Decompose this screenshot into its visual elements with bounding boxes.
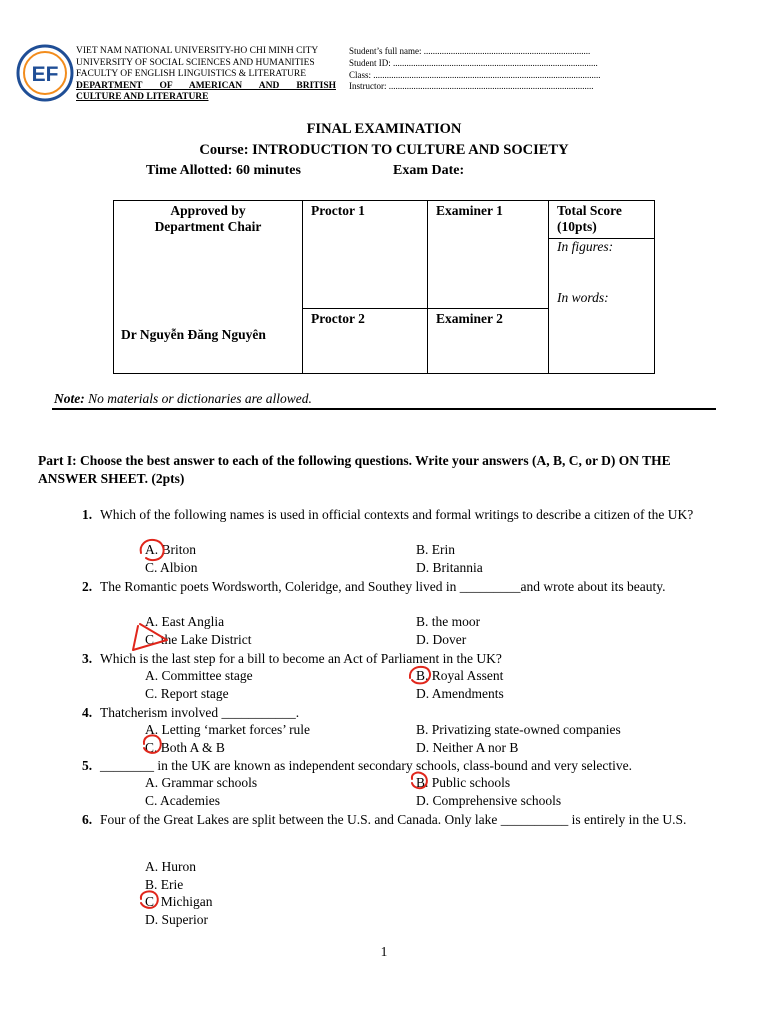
question-number: 2. (82, 579, 93, 594)
signature-table (113, 200, 655, 374)
total-score-cell (549, 201, 655, 374)
note-label: Note: (54, 391, 85, 406)
question-number: 6. (82, 812, 93, 827)
department-line: DEPARTMENT OF AMERICAN AND BRITISH (76, 80, 336, 91)
examiner2-cell: Examiner 2 (428, 309, 549, 374)
institution-block (76, 46, 336, 104)
chair-name: Dr Nguyễn Đăng Nguyên (121, 327, 266, 342)
question-6-text: Four of the Great Lakes are split between the U.S. and Canada. Only lake __________ is entirely in the U.S. (100, 812, 687, 827)
institution-line: VIET NAM NATIONAL UNIVERSITY-HO CHI MINH CITY (76, 46, 319, 56)
question-5-text: ________ in the UK are known as independent secondary schools, class-bound and very selective. (100, 758, 632, 773)
class-field: Class: ..................................................................................................... (349, 69, 601, 80)
option-c: C. Academies (145, 793, 220, 808)
option-b: B. Privatizing state-owned companies (416, 722, 621, 737)
question-number: 1. (82, 507, 93, 522)
note (54, 391, 312, 407)
option-d: D. Britannia (416, 560, 483, 575)
question-3-text: Which is the last step for a bill to become an Act of Parliament in the UK? (100, 651, 502, 666)
exam-title: FINAL EXAMINATION (306, 121, 462, 137)
option-c: C. Report stage (145, 686, 229, 701)
question-text (82, 578, 714, 596)
question-4-text: Thatcherism involved ___________. (100, 705, 300, 720)
student-id-field: Student ID: ........................................................................................... (349, 57, 598, 68)
option-c: C. Michigan (145, 894, 213, 909)
question-number: 5. (82, 758, 93, 773)
institution-line: UNIVERSITY OF SOCIAL SCIENCES AND HUMANITIES (76, 57, 315, 68)
approved-by-label: Approved by (170, 203, 246, 218)
option-a: A. Committee stage (145, 668, 253, 683)
option-a: A. Huron (145, 859, 196, 874)
option-b: B. Erie (145, 877, 184, 892)
examiner1-cell: Examiner 1 (428, 201, 549, 309)
option-c: C. the Lake District (145, 632, 252, 647)
approval-cell (114, 201, 303, 374)
proctor1-cell: Proctor 1 (303, 201, 428, 309)
part1-instruction: Part I: Choose the best answer to each of the following questions. Write your answers (A, B, C, or D) ON THE ANSWER SHEET. (2pts) (38, 453, 671, 486)
time-allotted: Time Allotted: 60 minutes (146, 163, 301, 178)
divider-line (52, 408, 716, 410)
option-c: C. Albion (145, 560, 198, 575)
in-figures-label: In figures: (557, 239, 614, 254)
option-a: A. Grammar schools (145, 775, 258, 790)
question-number: 4. (82, 705, 93, 720)
note-text: No materials or dictionaries are allowed. (84, 391, 312, 406)
student-name-field: Student’s full name: .......................................................................... (349, 46, 591, 56)
university-logo (16, 44, 74, 102)
option-a: A. Letting ‘market forces’ rule (145, 722, 311, 737)
option-a: A. Briton (145, 542, 197, 557)
option-b: B. the moor (416, 614, 481, 629)
department-line: CULTURE AND LITERATURE (76, 92, 209, 103)
instructor-field: Instructor: ........................................................................................... (349, 81, 594, 92)
option-b: B. Public schools (416, 775, 511, 790)
proctor2-cell: Proctor 2 (303, 309, 428, 374)
question-number: 3. (82, 651, 93, 666)
option-b: B. Erin (416, 542, 455, 557)
option-d: D. Comprehensive schools (416, 793, 562, 808)
option-a: A. East Anglia (145, 614, 225, 629)
option-d: D. Dover (416, 632, 467, 647)
page-number: 1 (380, 944, 388, 959)
department-name (76, 81, 336, 104)
department-chair-label: Department Chair (154, 219, 262, 234)
question-1-text: Which of the following names is used in official contexts and formal writings to describe a citizen of the UK? (100, 507, 694, 522)
logo-emblem-icon (16, 44, 74, 102)
option-b: B. Royal Assent (416, 668, 504, 683)
question-text (82, 811, 714, 829)
in-words-label: In words: (557, 290, 609, 305)
question-2-text: The Romantic poets Wordsworth, Coleridge, and Southey lived in _________and wrote about its beauty. (100, 579, 666, 594)
course-title: Course: INTRODUCTION TO CULTURE AND SOCIETY (199, 142, 569, 158)
option-d: D. Neither A nor B (416, 740, 519, 755)
institution-line: FACULTY OF ENGLISH LINGUISTICS & LITERATURE (76, 69, 307, 80)
option-d: D. Amendments (416, 686, 504, 701)
option-d: D. Superior (145, 912, 208, 927)
exam-date: Exam Date: (393, 163, 465, 178)
logo-text: EF (31, 63, 59, 86)
option-c: C. Both A & B (145, 740, 225, 755)
question-text (82, 506, 714, 524)
total-score-label: Total Score (557, 203, 622, 218)
total-score-points: (10pts) (557, 219, 597, 234)
student-info-block (349, 46, 601, 93)
